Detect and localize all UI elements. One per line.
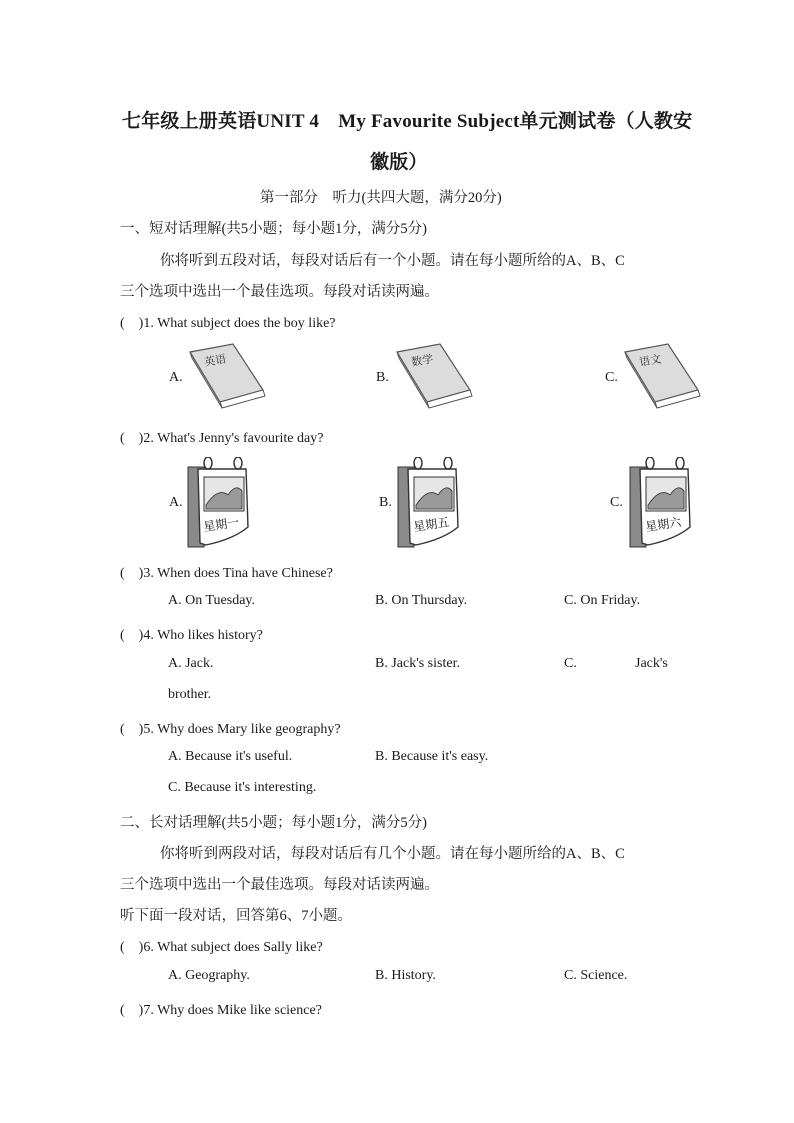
q1-option-c-label: C. xyxy=(605,370,618,385)
q2-option-c-label: C. xyxy=(610,495,623,510)
book-math-text: 数学 xyxy=(410,352,435,369)
calendar-saturday-image xyxy=(626,457,698,549)
question-5: ( )5. Why does Mary like geography? xyxy=(120,722,341,737)
section2-instruction-line1: 你将听到两段对话，每段对话后有几个小题。请在每小题所给的A、B、C xyxy=(160,846,625,862)
section2-instruction-line2: 三个选项中选出一个最佳选项。每段对话读两遍。 xyxy=(120,877,439,893)
book-english-image xyxy=(185,340,270,415)
book-chinese-text: 语文 xyxy=(638,352,663,369)
question-6: ( )6. What subject does Sally like? xyxy=(120,940,323,955)
section2-sub-instruction: 听下面一段对话，回答第6、7小题。 xyxy=(120,908,352,924)
section1-heading: 一、短对话理解(共5小题；每小题1分，满分5分) xyxy=(120,221,427,237)
calendar-friday-text: 星期五 xyxy=(412,515,451,534)
section2-heading: 二、长对话理解(共5小题；每小题1分，满分5分) xyxy=(120,815,427,831)
document-title-line1: 七年级上册英语UNIT 4 My Favourite Subject单元测试卷（人教安 xyxy=(122,111,693,132)
question-7: ( )7. Why does Mike like science? xyxy=(120,1003,322,1018)
q4-option-a: A. Jack. xyxy=(168,656,214,671)
q6-option-c: C. Science. xyxy=(564,968,628,983)
q1-option-b-label: B. xyxy=(376,370,389,385)
q5-option-b: B. Because it's easy. xyxy=(375,749,489,764)
q5-option-c: C. Because it's interesting. xyxy=(168,780,317,795)
calendar-monday-text: 星期一 xyxy=(202,515,241,534)
q5-option-a: A. Because it's useful. xyxy=(168,749,293,764)
question-1: ( )1. What subject does the boy like? xyxy=(120,316,336,331)
q1-option-a-label: A. xyxy=(169,370,183,385)
book-english-text: 英语 xyxy=(203,352,228,369)
q4-option-c: C. xyxy=(564,656,577,671)
document-title-line2: 徽版） xyxy=(370,152,428,173)
q3-option-c: C. On Friday. xyxy=(564,593,641,608)
part1-heading: 第一部分 听力(共四大题，满分20分) xyxy=(260,190,502,206)
calendar-friday-image xyxy=(394,457,466,549)
calendar-saturday-text: 星期六 xyxy=(644,515,683,534)
q2-option-a-label: A. xyxy=(169,495,183,510)
book-chinese-image xyxy=(620,340,705,415)
calendar-monday-image xyxy=(184,457,256,549)
q4-option-b: B. Jack's sister. xyxy=(375,656,460,671)
book-math-image xyxy=(392,340,477,415)
question-2: ( )2. What's Jenny's favourite day? xyxy=(120,431,324,446)
q6-option-a: A. Geography. xyxy=(168,968,250,983)
question-4: ( )4. Who likes history? xyxy=(120,628,263,643)
q6-option-b: B. History. xyxy=(375,968,436,983)
q3-option-b: B. On Thursday. xyxy=(375,593,468,608)
section1-instruction-line1: 你将听到五段对话，每段对话后有一个小题。请在每小题所给的A、B、C xyxy=(160,253,625,269)
q2-option-b-label: B. xyxy=(379,495,392,510)
q4-option-c-continuation: brother. xyxy=(168,687,212,702)
question-3: ( )3. When does Tina have Chinese? xyxy=(120,566,333,581)
q3-option-a: A. On Tuesday. xyxy=(168,593,255,608)
q4-option-c-text: Jack's xyxy=(635,656,668,671)
section1-instruction-line2: 三个选项中选出一个最佳选项。每段对话读两遍。 xyxy=(120,284,439,300)
